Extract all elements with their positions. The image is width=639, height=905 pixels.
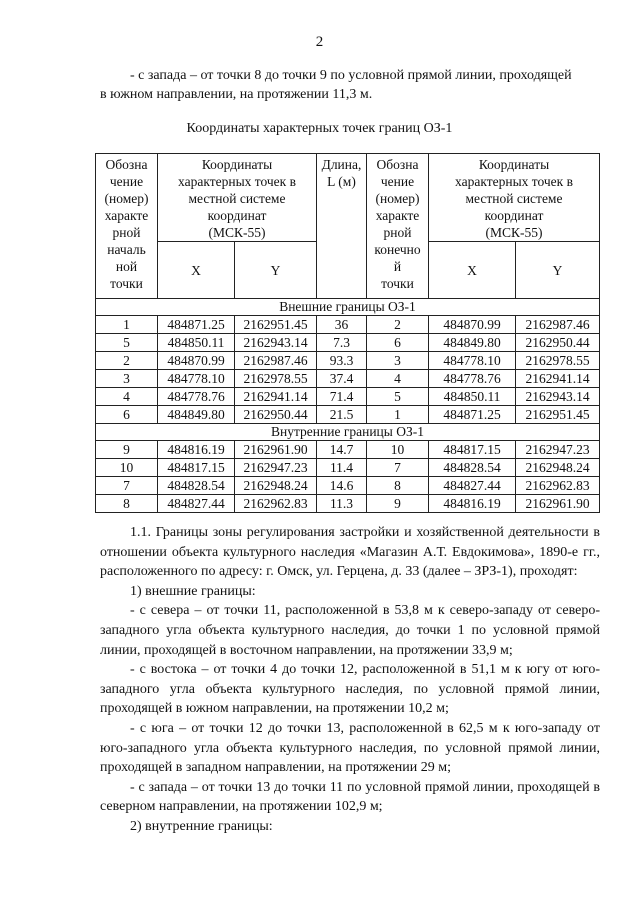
table-cell: 93.3 [317,352,367,370]
table-cell: 10 [367,441,429,459]
header-line: чение [380,174,415,189]
table-cell: 71.4 [317,388,367,406]
intro-line-1: - с запада – от точки 8 до точки 9 по условной прямой линии, проходящей [130,68,572,83]
body-text [100,523,600,837]
table-cell: 2162948.24 [516,459,600,477]
table-cell: 2162962.83 [235,495,317,513]
table-cell: 2162947.23 [235,459,317,477]
table-cell: 484817.15 [158,459,235,477]
table-cell: 484778.10 [158,370,235,388]
table-cell: 484778.10 [429,352,516,370]
table-cell: 7 [96,477,158,495]
header-line: Обозна [376,157,419,172]
header-line: чение [109,174,144,189]
table-cell: 2162951.45 [235,316,317,334]
intro-line-2: в южном направлении, на протяжении 11,3 м. [100,87,373,102]
table-cell: 2162943.14 [235,334,317,352]
table-cell: 484870.99 [158,352,235,370]
table-cell: 484827.44 [429,477,516,495]
table-cell: 4 [96,388,158,406]
header-line: характе [375,208,420,223]
header-line: характерных точек в [178,174,296,189]
header-y: Y [235,242,317,299]
header-line: координат [207,208,267,223]
table-cell: 484817.15 [429,441,516,459]
table-cell: 2 [367,316,429,334]
table-cell: 14.6 [317,477,367,495]
table-row [96,441,600,459]
table-cell: 484828.54 [429,459,516,477]
table-cell: 10 [96,459,158,477]
table-cell: 6 [96,406,158,424]
table-title: Координаты характерных точек границ ОЗ-1 [186,121,453,136]
paragraph: 1.1. Границы зоны регулирования застройки и хозяйственной деятельности в отношении объекта культурного наследия «Магазин А.Т. Евдокимова», 1890-е гг., расположенного по адресу: г. Омск, ул. Герцена, д. 33 (далее – ЗРЗ-1), проходят: [100,525,600,580]
header-end-point [367,154,429,299]
paragraph: 2) внутренние границы: [130,818,273,834]
table-cell: 3 [96,370,158,388]
paragraph: - с севера – от точки 11, расположенной в 53,8 м к северо-западу от северо-западного угла объекта культурного наследия, до точки 1 по условной прямой линии, проходящей в восточном направлении, на протяжении 33,9 м; [100,603,600,658]
paragraph: - с запада – от точки 13 до точки 11 по условной прямой линии, проходящей в северном направлении, на протяжении 102,9 м; [100,779,600,815]
table-cell: 484778.76 [429,370,516,388]
table-cell: 2162987.46 [516,316,600,334]
table-row [96,352,600,370]
table-cell: 21.5 [317,406,367,424]
table-cell: 484871.25 [429,406,516,424]
table-cell: 37.4 [317,370,367,388]
header-line: й [393,259,402,274]
table-cell: 484870.99 [429,316,516,334]
table-cell: 9 [96,441,158,459]
paragraph: - с востока – от точки 4 до точки 12, расположенной в 51,1 м к югу от юго-западного угла объекта культурного наследия, по условной прямой линии, проходящей в южном направлении, на протяжении 10,2 м; [100,662,600,717]
table-row [96,477,600,495]
table-cell: 5 [367,388,429,406]
table-cell: 36 [317,316,367,334]
header-x: X [158,242,235,299]
header-line: Координаты [478,157,550,172]
table-cell: 5 [96,334,158,352]
table-cell: 2162941.14 [516,370,600,388]
paragraph: - с юга – от точки 12 до точки 13, расположенной в 62,5 м к юго-западу от юго-западного угла объекта культурного наследия, по условной прямой линии, проходящей в западном направлении, на протяжении 29 м; [100,720,600,776]
header-line: местной системе [188,191,286,206]
table-cell: 484816.19 [158,441,235,459]
table-cell: 8 [96,495,158,513]
table-cell: 9 [367,495,429,513]
coordinates-table [95,153,600,513]
header-line: координат [484,208,544,223]
table-cell: 3 [367,352,429,370]
table-cell: 484849.80 [429,334,516,352]
header-line: (МСК-55) [208,225,266,240]
table-cell: 2162948.24 [235,477,317,495]
table-cell: 2162978.55 [235,370,317,388]
header-line: ной [115,259,138,274]
table-row [96,495,600,513]
header-line: характе [104,208,149,223]
table-cell: 1 [367,406,429,424]
header-line: Координаты [201,157,273,172]
header-y: Y [516,242,600,299]
header-line: конечно [374,242,421,257]
header-line: рной [112,225,141,240]
table-row [96,334,600,352]
table-cell: 2162978.55 [516,352,600,370]
table-cell: 2162961.90 [235,441,317,459]
section-inner-boundaries: Внутренние границы ОЗ-1 [96,424,600,441]
table-cell: 2162947.23 [516,441,600,459]
header-line: Длина, [321,157,362,172]
header-length [317,154,367,299]
table-cell: 2 [96,352,158,370]
header-line: L (м) [327,174,356,189]
table-cell: 4 [367,370,429,388]
table-cell: 484871.25 [158,316,235,334]
header-line: началь [107,242,146,257]
paragraph: 1) внешние границы: [130,583,256,599]
header-line: местной системе [465,191,563,206]
header-line: (номер) [104,191,149,206]
table-cell: 8 [367,477,429,495]
table-cell: 2162962.83 [516,477,600,495]
table-cell: 484850.11 [429,388,516,406]
table-cell: 2162943.14 [516,388,600,406]
table-cell: 6 [367,334,429,352]
intro-paragraph [100,66,600,104]
header-coords-start [158,154,317,242]
table-cell: 484850.11 [158,334,235,352]
header-line: (номер) [375,191,420,206]
page-number: 2 [315,34,324,50]
table-cell: 11.4 [317,459,367,477]
table-cell: 1 [96,316,158,334]
table-cell: 2162950.44 [516,334,600,352]
header-start-point [96,154,158,299]
header-line: точки [110,276,143,291]
table-cell: 484778.76 [158,388,235,406]
table-cell: 14.7 [317,441,367,459]
table-cell: 7.3 [317,334,367,352]
table-cell: 484849.80 [158,406,235,424]
table-cell: 2162941.14 [235,388,317,406]
header-line: точки [381,276,414,291]
table-row [96,406,600,424]
table-row [96,316,600,334]
table-row [96,370,600,388]
header-coords-end [429,154,600,242]
header-line: рной [383,225,412,240]
table-row [96,388,600,406]
table-cell: 484816.19 [429,495,516,513]
table-cell: 11.3 [317,495,367,513]
header-x: X [429,242,516,299]
table-cell: 2162987.46 [235,352,317,370]
header-line: характерных точек в [455,174,573,189]
table-cell: 2162961.90 [516,495,600,513]
header-line: (МСК-55) [485,225,543,240]
table-row [96,459,600,477]
table-cell: 2162950.44 [235,406,317,424]
table-cell: 484828.54 [158,477,235,495]
table-cell: 484827.44 [158,495,235,513]
table-cell: 7 [367,459,429,477]
section-outer-boundaries: Внешние границы ОЗ-1 [96,299,600,316]
table-cell: 2162951.45 [516,406,600,424]
header-line: Обозна [105,157,148,172]
